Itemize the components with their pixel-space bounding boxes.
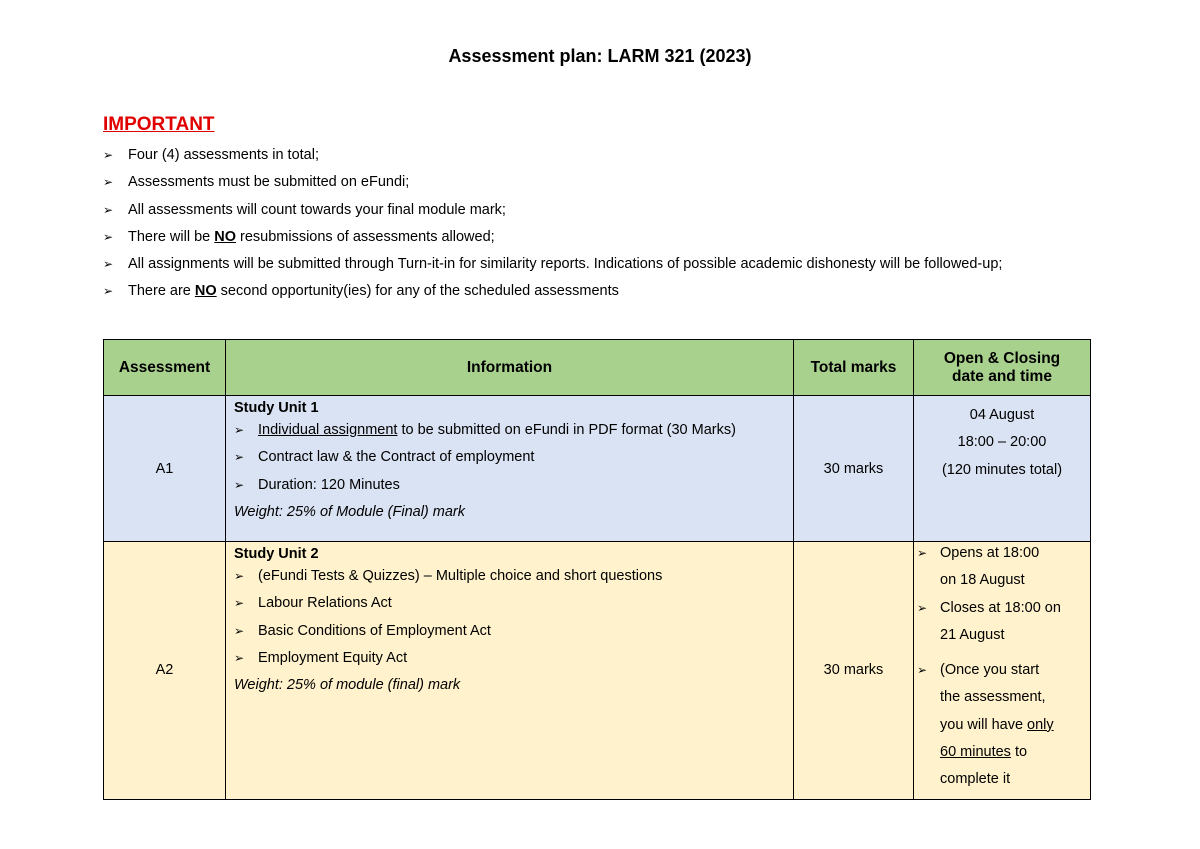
- arrowhead-bullet-icon: ➢: [234, 569, 245, 583]
- header-assessment: Assessment: [104, 340, 226, 396]
- total-marks: 30 marks: [794, 542, 914, 800]
- arrowhead-bullet-icon: ➢: [917, 663, 928, 678]
- arrowhead-bullet-icon: ➢: [234, 650, 245, 665]
- arrowhead-bullet-icon: ➢: [234, 477, 245, 492]
- list-item: ➢ Assessments must be submitted on eFundi;: [103, 174, 410, 191]
- total-marks: 30 marks: [794, 396, 914, 542]
- assessment-id: A2: [104, 542, 226, 800]
- list-item: ➢ (Once you start: [917, 662, 1040, 679]
- page-title: Assessment plan: LARM 321 (2023): [448, 46, 752, 66]
- list-item: ➢ There will be NO resubmissions of assessments allowed;: [103, 228, 495, 245]
- list-item: ➢ All assignments will be submitted through Turn-it-in for similarity reports. Indications of possible academic dishonesty will be followed-up;: [103, 256, 1003, 273]
- dates-cell: ➢ Opens at 18:00 on 18 August ➢ Closes at 18:00 on 21 August ➢ (Once you start the assessment, you will have only 60 minutes to complete it: [914, 542, 1091, 800]
- arrowhead-bullet-icon: ➢: [917, 600, 928, 615]
- arrowhead-bullet-icon: ➢: [103, 229, 114, 244]
- arrowhead-bullet-icon: ➢: [234, 596, 245, 611]
- list-item: ➢ Contract law & the Contract of employment: [234, 449, 535, 466]
- information-cell: [226, 542, 794, 800]
- table-row: [104, 542, 1091, 800]
- list-item: ➢ Duration: 120 Minutes: [234, 476, 400, 493]
- assessment-id: A1: [104, 396, 226, 542]
- list-item: ➢ Employment Equity Act: [234, 649, 408, 666]
- header-dates: Open & Closing date and time: [914, 340, 1091, 396]
- list-item: ➢ Individual assignment to be submitted on eFundi in PDF format (30 Marks): [234, 422, 736, 438]
- list-item: ➢ Opens at 18:00: [917, 545, 1040, 561]
- arrowhead-bullet-icon: ➢: [103, 284, 114, 299]
- table-header-row: [104, 340, 1091, 396]
- list-item: ➢ (eFundi Tests & Quizzes) – Multiple choice and short questions: [234, 568, 663, 584]
- important-heading: IMPORTANT: [103, 114, 215, 135]
- arrowhead-bullet-icon: ➢: [103, 257, 114, 272]
- arrowhead-bullet-icon: ➢: [103, 148, 114, 162]
- arrowhead-bullet-icon: ➢: [234, 623, 245, 638]
- assessment-table: [103, 339, 1091, 800]
- list-item: ➢ Four (4) assessments in total;: [103, 147, 319, 163]
- list-item: ➢ All assessments will count towards your final module mark;: [103, 201, 506, 218]
- arrowhead-bullet-icon: ➢: [103, 175, 114, 190]
- header-total-marks: Total marks: [794, 340, 914, 396]
- list-item: ➢ Labour Relations Act: [234, 595, 392, 612]
- arrowhead-bullet-icon: ➢: [234, 450, 245, 465]
- weight-note: Weight: 25% of Module (Final) mark: [234, 503, 466, 520]
- important-list: [103, 147, 1002, 311]
- study-unit-title: Study Unit 1: [234, 400, 319, 416]
- arrowhead-bullet-icon: ➢: [234, 423, 245, 437]
- header-information: Information: [226, 340, 794, 396]
- weight-note: Weight: 25% of module (final) mark: [234, 677, 461, 694]
- arrowhead-bullet-icon: ➢: [917, 546, 928, 560]
- arrowhead-bullet-icon: ➢: [103, 202, 114, 217]
- dates-cell: 04 August 18:00 – 20:00 (120 minutes total): [914, 396, 1091, 542]
- study-unit-title: Study Unit 2: [234, 546, 319, 562]
- table-row: [104, 396, 1091, 542]
- list-item: ➢ Closes at 18:00 on: [917, 599, 1061, 616]
- information-cell: [226, 396, 794, 542]
- list-item: ➢ Basic Conditions of Employment Act: [234, 622, 491, 639]
- list-item: ➢ There are NO second opportunity(ies) for any of the scheduled assessments: [103, 283, 619, 300]
